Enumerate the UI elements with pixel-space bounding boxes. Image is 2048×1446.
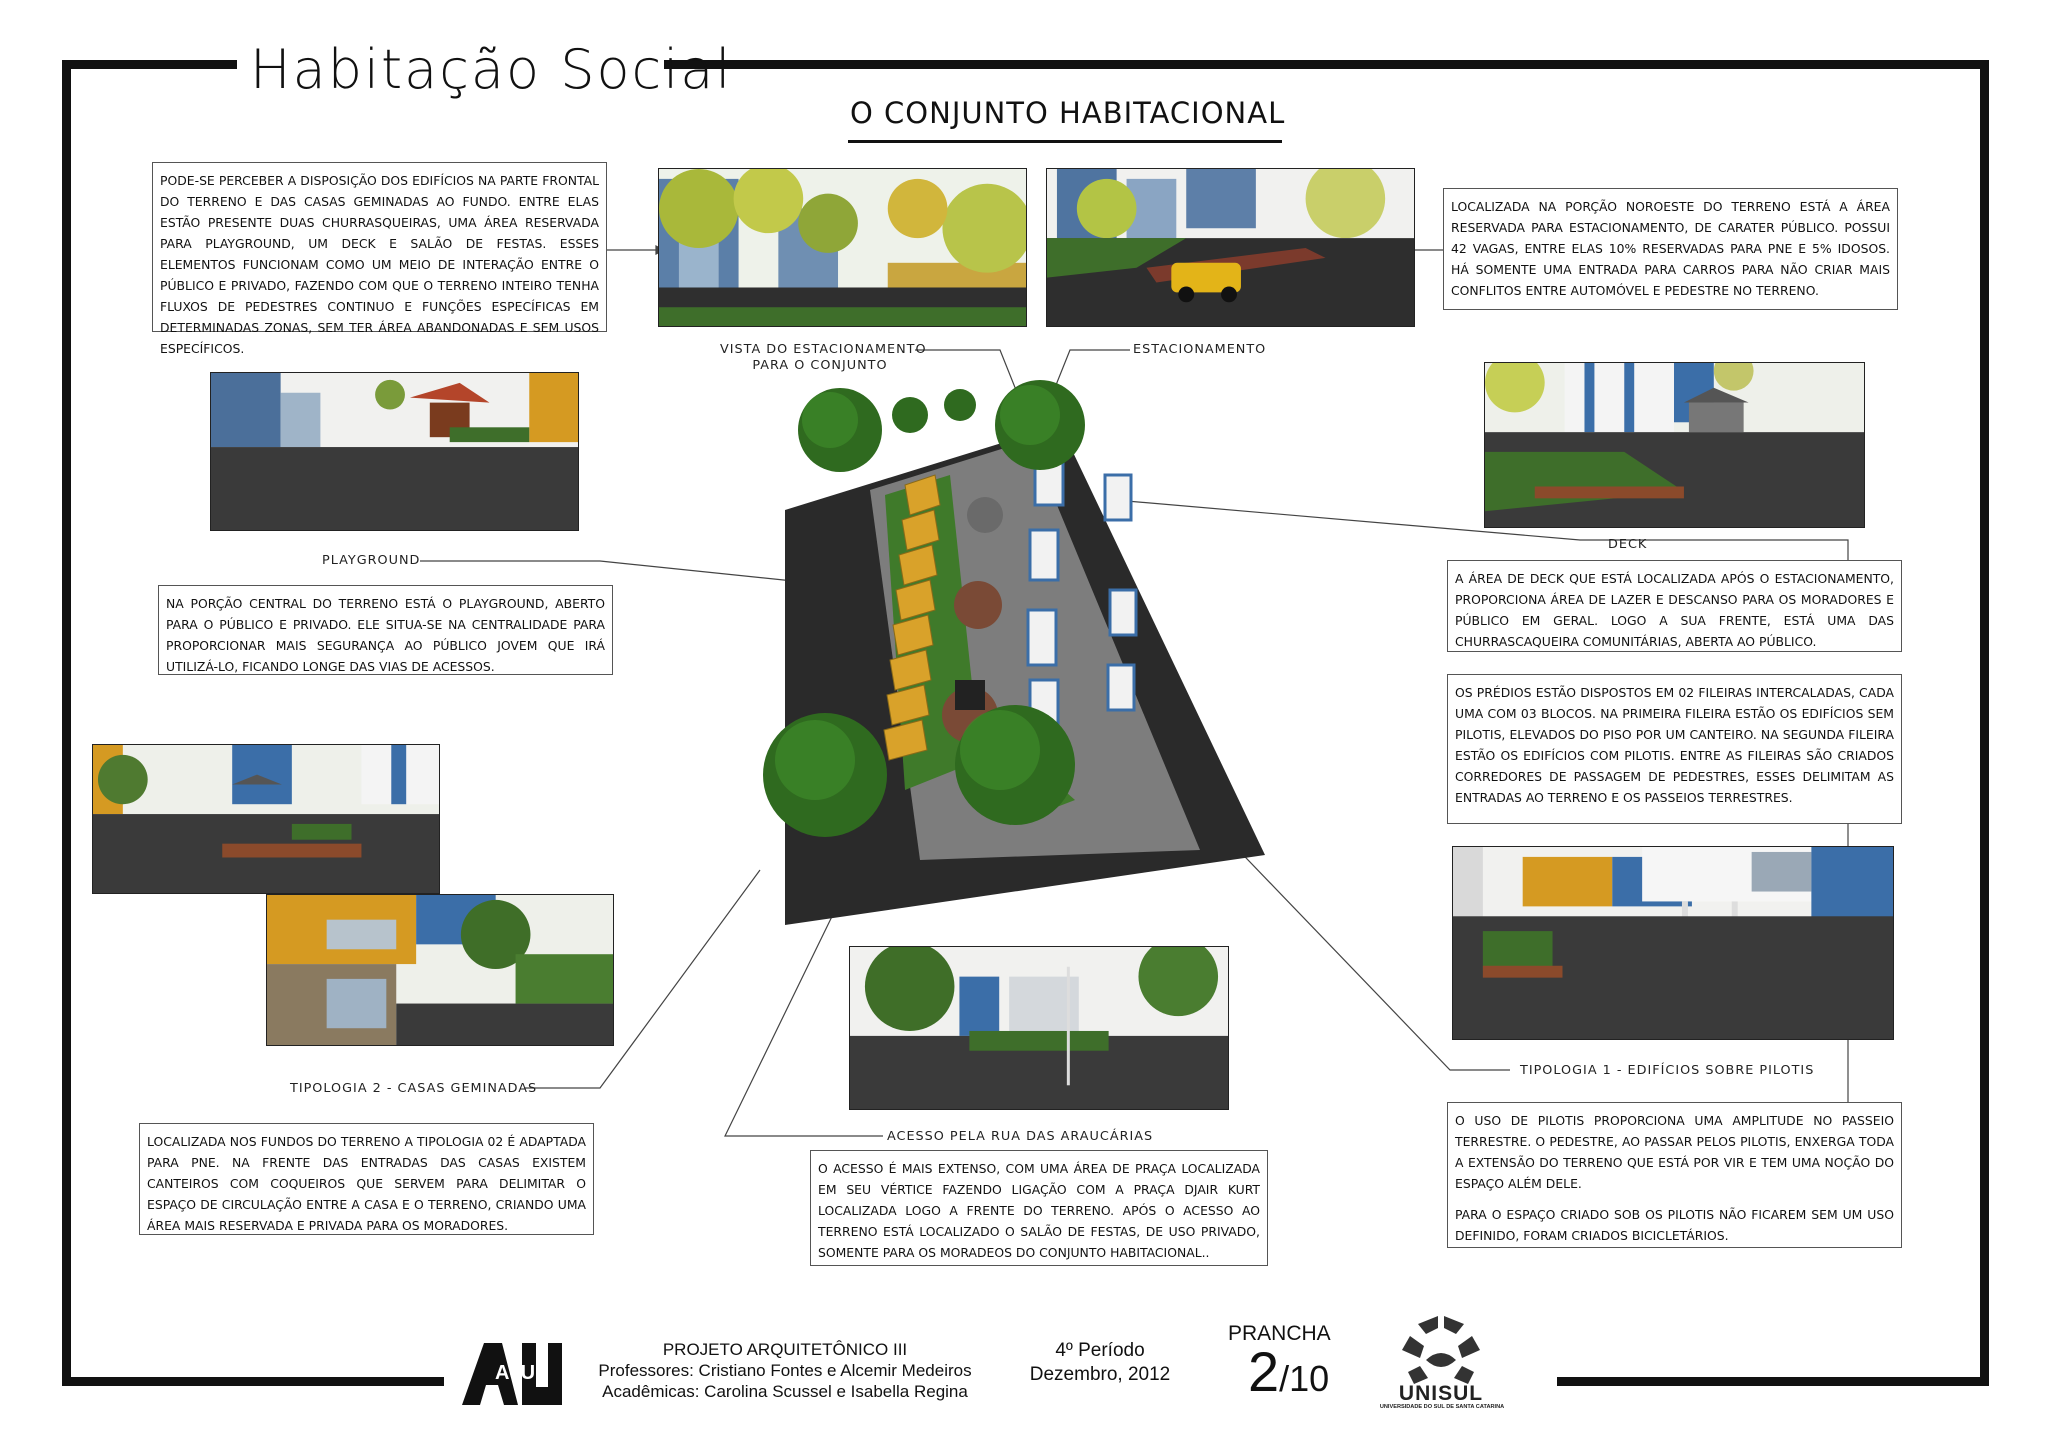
- sheet-total: /10: [1279, 1358, 1330, 1399]
- sheet-current: 2: [1248, 1340, 1280, 1403]
- section-title-underline: [848, 140, 1282, 143]
- info-text-estacionamento: LOCALIZADA NA PORÇÃO NOROESTE DO TERRENO ESTÁ A ÁREA RESERVADA PARA ESTACIONAMENTO, DE CARATER PÚBLICO. POSSUI 42 VAGAS, ENTRE ELAS 10% RESERVADAS PARA PNE E 5% IDOSOS. HÁ SOMENTE UMA ENTRADA PARA CARROS PARA NÃO CRIAR MAIS CONFLITOS ENTRE AUTOMÓVEL E PEDESTRE NO TERRENO.: [1451, 199, 1890, 298]
- sheet-label: PRANCHA: [1228, 1322, 1331, 1345]
- render-estacionamento: [1046, 168, 1415, 327]
- project-students: Acadêmicas: Carolina Scussel e Isabella Regina: [602, 1382, 968, 1401]
- period-date: Dezembro, 2012: [1029, 1364, 1171, 1385]
- info-box-playground: [158, 585, 613, 675]
- info-box-tipologia2: [139, 1123, 594, 1235]
- frame-right: [1980, 60, 1989, 1386]
- info-text-deck: A ÁREA DE DECK QUE ESTÁ LOCALIZADA APÓS O ESTACIONAMENTO, PROPORCIONA ÁREA DE LAZER E DESCANSO PARA OS MORADORES E PÚBLICO EM GERAL. LOGO A SUA FRENTE, ESTÁ UMA DAS CHURRASCAQUEIRA COMUNITÁRIAS, ABERTA AO PÚBLICO.: [1455, 571, 1894, 649]
- render-deck: [1484, 362, 1865, 528]
- label-playground: PLAYGROUND: [322, 553, 421, 568]
- site-plan-svg: [730, 380, 1275, 930]
- site-plan-3d: [730, 380, 1275, 930]
- label-estacionamento: ESTACIONAMENTO: [1133, 342, 1267, 357]
- render-vista-conjunto: [658, 168, 1027, 327]
- project-info: [580, 1339, 990, 1402]
- info-text-acesso: O ACESSO É MAIS EXTENSO, COM UMA ÁREA DE PRAÇA LOCALIZADA EM SEU VÉRTICE FAZENDO LIGAÇÃO COM A PRAÇA DJAIR KURT LOCALIZADA LOGO A FRENTE DO TERRENO. APÓS O ACESSO AO TERRENO ESTÁ LOCALIZADO O SALÃO DE FESTAS, DE USO PRIVADO, SOMENTE PARA OS MORADEOS DO CONJUNTO HABITACIONAL..: [818, 1161, 1260, 1260]
- info-box-pilotis: [1447, 1102, 1902, 1248]
- label-vista-line1: VISTA DO ESTACIONAMENTO: [720, 342, 927, 357]
- info-box-acesso: [810, 1150, 1268, 1266]
- info-text-pilotis-2: PARA O ESPAÇO CRIADO SOB OS PILOTIS NÃO FICAREM SEM UM USO DEFINIDO, FORAM CRIADOS BICICLETÁRIOS.: [1455, 1207, 1894, 1243]
- render-playground: [210, 372, 579, 531]
- period-info: [1010, 1339, 1190, 1387]
- info-box-disposicao: [152, 162, 607, 356]
- info-text-playground: NA PORÇÃO CENTRAL DO TERRENO ESTÁ O PLAYGROUND, ABERTO PARA O PÚBLICO E PRIVADO. ELE SITUA-SE NA CENTRALIDADE PARA PROPORCIONAR MAIS SEGURANÇA AO PÚBLICO JOVEM QUE IRÁ UTILIZÁ-LO, FICANDO LONGE DAS VIAS DE ACESSOS.: [166, 596, 605, 674]
- render-pilotis: [1452, 846, 1894, 1040]
- info-box-deck: [1447, 560, 1902, 652]
- sheet-number: [1248, 1342, 1329, 1409]
- university-fullname: UNIVERSIDADE DO SUL DE SANTA CATARINA: [1379, 1404, 1505, 1410]
- period-label: 4º Período: [1055, 1340, 1145, 1361]
- render-casas-geminadas-1: [92, 744, 440, 894]
- info-box-predios: [1447, 674, 1902, 824]
- aeu-logo-text: AeU: [495, 1362, 536, 1384]
- info-box-estacionamento: [1443, 188, 1898, 310]
- frame-top-left: [62, 60, 237, 69]
- page-title: Habitação Social: [250, 38, 733, 101]
- label-tipologia1: TIPOLOGIA 1 - EDIFÍCIOS SOBRE PILOTIS: [1520, 1063, 1815, 1078]
- frame-left: [62, 60, 71, 1386]
- section-title: O CONJUNTO HABITACIONAL: [850, 96, 1286, 130]
- label-acesso: ACESSO PELA RUA DAS ARAUCÁRIAS: [887, 1129, 1154, 1144]
- frame-top-right: [664, 60, 1989, 69]
- info-text-tipologia2: LOCALIZADA NOS FUNDOS DO TERRENO A TIPOLOGIA 02 É ADAPTADA PARA PNE. NA FRENTE DAS ENTRADAS DAS CASAS EXISTEM CANTEIROS COM COQUEIROS QUE SERVEM PARA DELIMITAR O ESPAÇO DE CIRCULAÇÃO ENTRE A CASA E O TERRENO, CRIANDO UMA ÁREA MAIS RESERVADA E PRIVADA PARA OS MORADORES.: [147, 1134, 586, 1233]
- project-professors: Professores: Cristiano Fontes e Alcemir Medeiros: [598, 1361, 972, 1380]
- label-vista-estacionamento: [720, 342, 927, 374]
- frame-bottom-right: [1557, 1377, 1989, 1386]
- project-course: PROJETO ARQUITETÔNICO III: [662, 1340, 908, 1359]
- university-name: UNISUL: [1398, 1382, 1484, 1405]
- render-acesso: [849, 946, 1229, 1110]
- render-casas-geminadas-2: [266, 894, 614, 1046]
- info-text-pilotis-1: O USO DE PILOTIS PROPORCIONA UMA AMPLITUDE NO PASSEIO TERRESTRE. O PEDESTRE, AO PASSAR PELOS PILOTIS, ENXERGA TODA A EXTENSÃO DO TERRENO QUE ESTÁ POR VIR E TEM UMA NOÇÃO DO ESPAÇO ALÉM DELE.: [1455, 1113, 1894, 1191]
- frame-bottom-left: [62, 1377, 444, 1386]
- info-text-disposicao: PODE-SE PERCEBER A DISPOSIÇÃO DOS EDIFÍCIOS NA PARTE FRONTAL DO TERRENO E DAS CASAS GEMINADAS AO FUNDO. ENTRE ELAS ESTÃO PRESENTE DUAS CHURRASQUEIRAS, UMA ÁREA RESERVADA PARA PLAYGROUND, UM DECK E SALÃO DE FESTAS. ESSES ELEMENTOS FUNCIONAM COMO UM MEIO DE INTERAÇÃO ENTRE O PÚBLICO E PRIVADO, FAZENDO COM QUE O TERRENO INTEIRO TENHA FLUXOS DE PEDESTRES CONTINUO E FUNÇÕES ESPECÍFICAS EM DETERMINADAS ZONAS, SEM TER ÁREA ABANDONADAS E SEM USOS ESPECÍFICOS.: [160, 173, 599, 356]
- label-deck: DECK: [1608, 537, 1648, 552]
- info-text-predios: OS PRÉDIOS ESTÃO DISPOSTOS EM 02 FILEIRAS INTERCALADAS, CADA UMA COM 03 BLOCOS. NA PRIMEIRA FILEIRA ESTÃO OS EDIFÍCIOS SEM PILOTIS, ELEVADOS DO PISO POR UM CANTEIRO. NA SEGUNDA FILEIRA ESTÃO OS EDIFÍCIOS COM PILOTIS. ENTRE AS FILEIRAS SÃO CRIADOS CORREDORES DE PASSAGEM DE PEDESTRES, ESSES DELIMITAM AS ENTRADAS AO TERRENO E OS PASSEIOS TERRESTRES.: [1455, 685, 1894, 805]
- label-vista-line2: PARA O CONJUNTO: [752, 358, 888, 373]
- label-tipologia2: TIPOLOGIA 2 - CASAS GEMINADAS: [290, 1081, 538, 1096]
